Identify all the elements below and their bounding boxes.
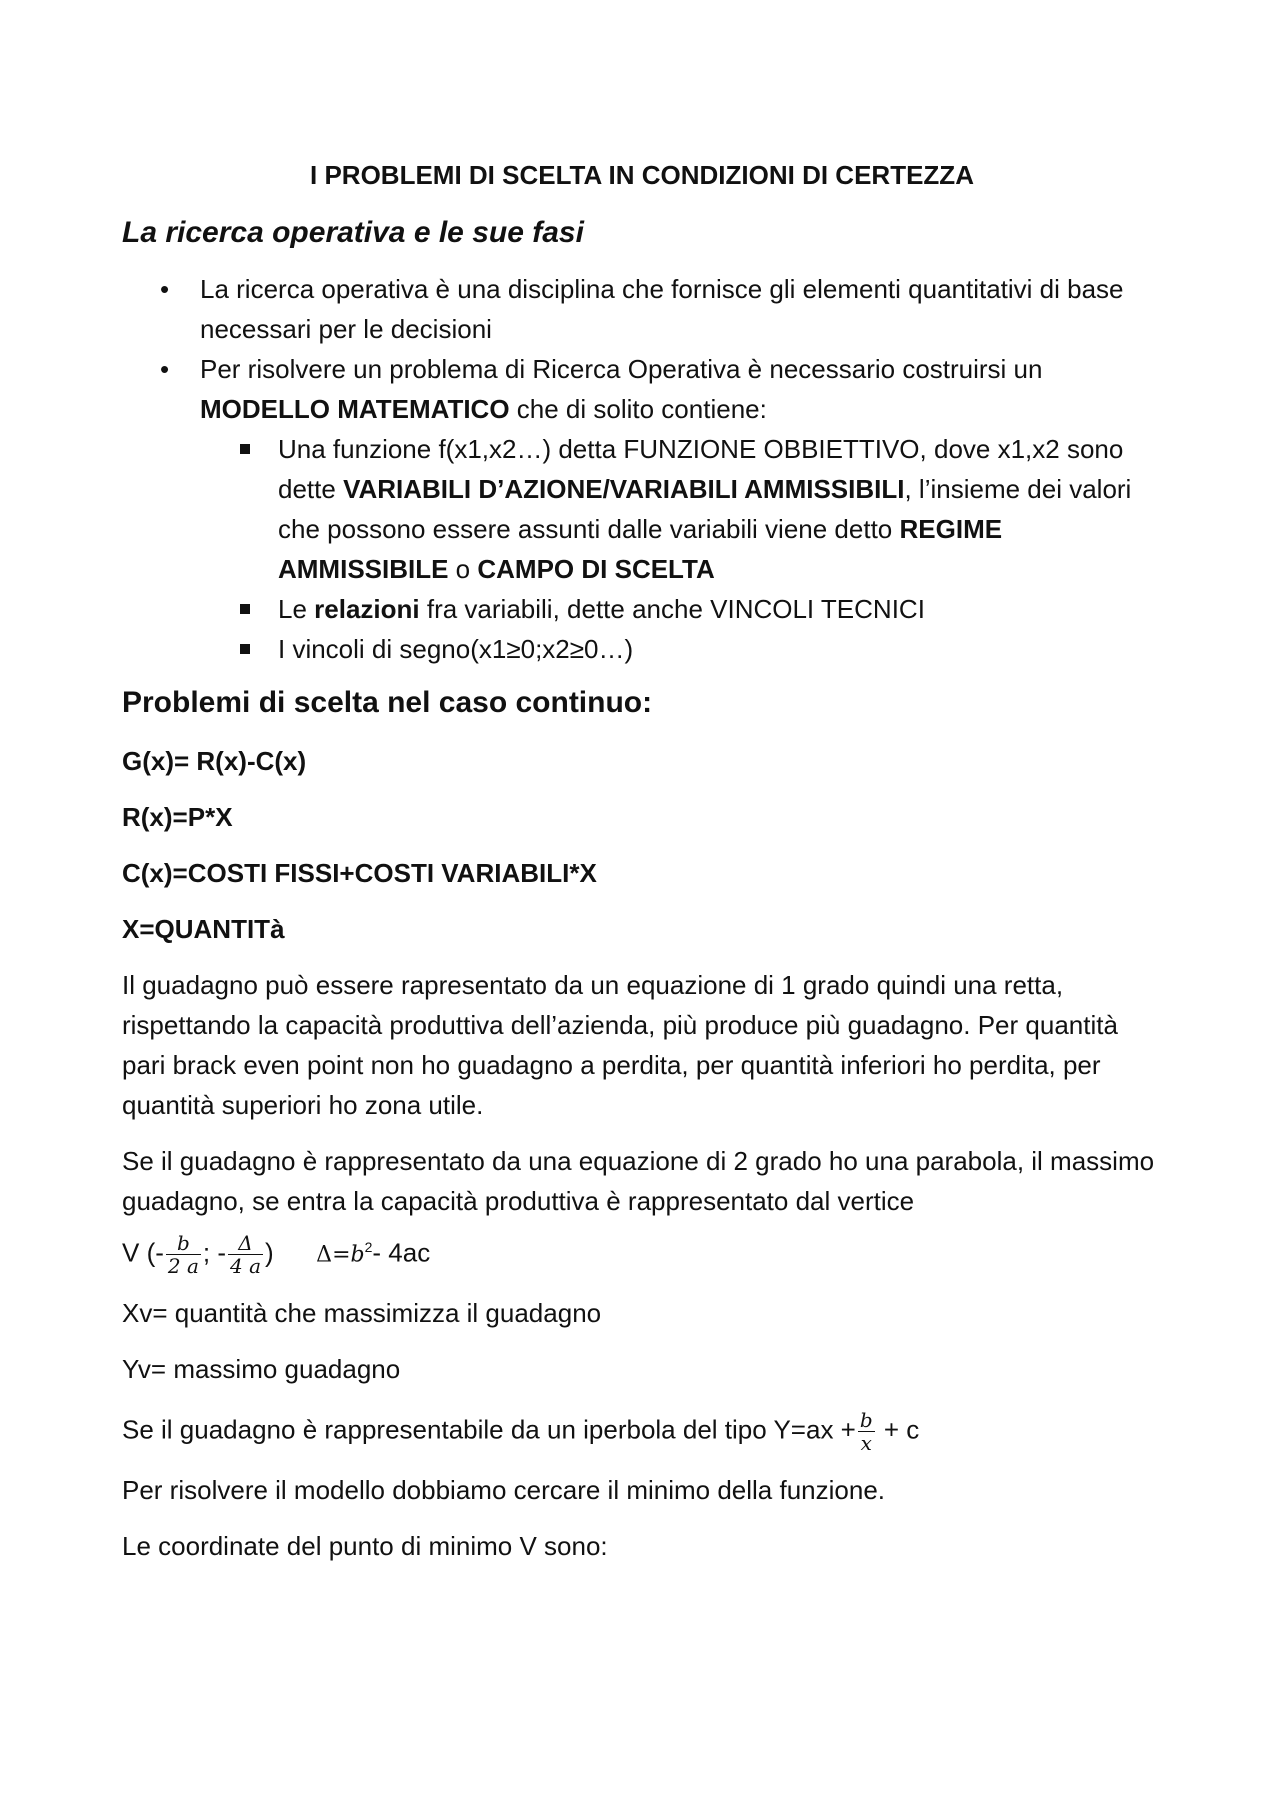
sub-list-item [200, 589, 1162, 629]
vertex-formula [122, 1227, 1162, 1277]
fraction-numerator: Δ [228, 1232, 263, 1255]
vertex-separator: ; - [202, 1237, 227, 1268]
sub-item-text: fra variabili, dette anche VINCOLI TECNICI [419, 594, 925, 624]
sub-item-bold: REGIME AMMISSIBILE [278, 514, 1003, 584]
fraction-numerator: b [166, 1232, 201, 1255]
main-bullet-list [122, 269, 1162, 669]
bullet-text-post: che di solito contiene: [509, 394, 767, 424]
formula-revenue: R(x)=P*X [122, 802, 233, 832]
paragraph-parabola: Se il guadagno è rappresentato da una equazione di 2 grado ho una parabola, il massimo guadagno, se entra la capacità produttiva è rappresentato dal vertice [122, 1146, 1155, 1216]
bullet-text-pre: Per risolvere un problema di Ricerca Operativa è necessario costruirsi un [200, 354, 1043, 384]
square-bullet-icon [240, 644, 250, 654]
hyperbola-tail: + c [876, 1414, 920, 1445]
section-heading-ricerca-operativa: La ricerca operativa e le sue fasi [122, 216, 584, 249]
sub-bullet-list [200, 429, 1162, 669]
delta-tail: - 4ac [372, 1237, 431, 1268]
page-title: I PROBLEMI DI SCELTA IN CONDIZIONI DI CERTEZZA [310, 160, 974, 190]
hyperbola-text: Se il guadagno è rappresentabile da un iperbola del tipo Y=ax + [122, 1414, 856, 1445]
formula-profit: G(x)= R(x)-C(x) [122, 746, 307, 776]
sub-list-item [200, 429, 1162, 589]
sub-item-bold: VARIABILI D’AZIONE/VARIABILI AMMISSIBILI [343, 474, 905, 504]
bullet-text: La ricerca operativa è una disciplina che fornisce gli elementi quantitativi di base necessari per le decisioni [200, 274, 1124, 344]
paragraph-coordinates: Le coordinate del punto di minimo V sono: [122, 1531, 608, 1562]
delta-symbol: Δ [316, 1242, 333, 1268]
paragraph-yv: Yv= massimo guadagno [122, 1354, 401, 1385]
vertex-close: ) [265, 1237, 274, 1268]
sub-item-text: Le [278, 594, 315, 624]
fraction-b-over-2a [166, 1232, 201, 1277]
square-bullet-icon [240, 604, 250, 614]
document-content [122, 155, 1162, 1566]
square-bullet-icon [240, 444, 250, 454]
bullet-icon: • [160, 354, 170, 384]
sub-item-text: , l’insieme dei valori che possono essere assunti dalle variabili viene detto [278, 474, 1132, 544]
formula-quantity: X=QUANTITà [122, 914, 285, 944]
sub-item-bold: relazioni [314, 594, 420, 624]
list-item [122, 269, 1162, 349]
fraction-delta-over-4a [228, 1232, 263, 1277]
section-heading-caso-continuo: Problemi di scelta nel caso continuo: [122, 686, 653, 719]
b-variable: b [350, 1242, 365, 1268]
sub-item-bold: CAMPO DI SCELTA [477, 554, 715, 584]
equals-symbol: = [332, 1242, 351, 1268]
fraction-b-over-x [858, 1409, 875, 1454]
sub-item-text: o [448, 554, 478, 584]
paragraph-xv: Xv= quantità che massimizza il guadagno [122, 1298, 602, 1329]
bullet-text-bold: MODELLO MATEMATICO [200, 394, 510, 424]
list-item [122, 349, 1162, 669]
bullet-icon: • [160, 274, 170, 304]
fraction-denominator: 4 a [230, 1254, 262, 1279]
fraction-denominator: 2 a [167, 1254, 199, 1279]
sub-item-text: I vincoli di segno(x1≥0;x2≥0…) [278, 634, 634, 664]
fraction-denominator: x [860, 1431, 872, 1456]
sub-list-item [200, 629, 1162, 669]
vertex-label: V (- [122, 1237, 164, 1268]
paragraph-linear: Il guadagno può essere rapresentato da un equazione di 1 grado quindi una retta, rispettando la capacità produttiva dell’azienda, più produce più guadagno. Per quantità pari brack even point non ho guadagno a perdita, per quantità inferiori ho perdita, per quantità superiori ho zona utile. [122, 970, 1118, 1120]
paragraph-minimum: Per risolvere il modello dobbiamo cercare il minimo della funzione. [122, 1475, 886, 1506]
paragraph-hyperbola [122, 1409, 1162, 1454]
sub-item-text: Una funzione f(x1,x2…) detta FUNZIONE OBBIETTIVO, dove x1,x2 sono dette [278, 434, 1124, 504]
exponent: 2 [364, 1239, 373, 1255]
fraction-numerator: b [859, 1408, 873, 1433]
formula-cost: C(x)=COSTI FISSI+COSTI VARIABILI*X [122, 858, 597, 888]
